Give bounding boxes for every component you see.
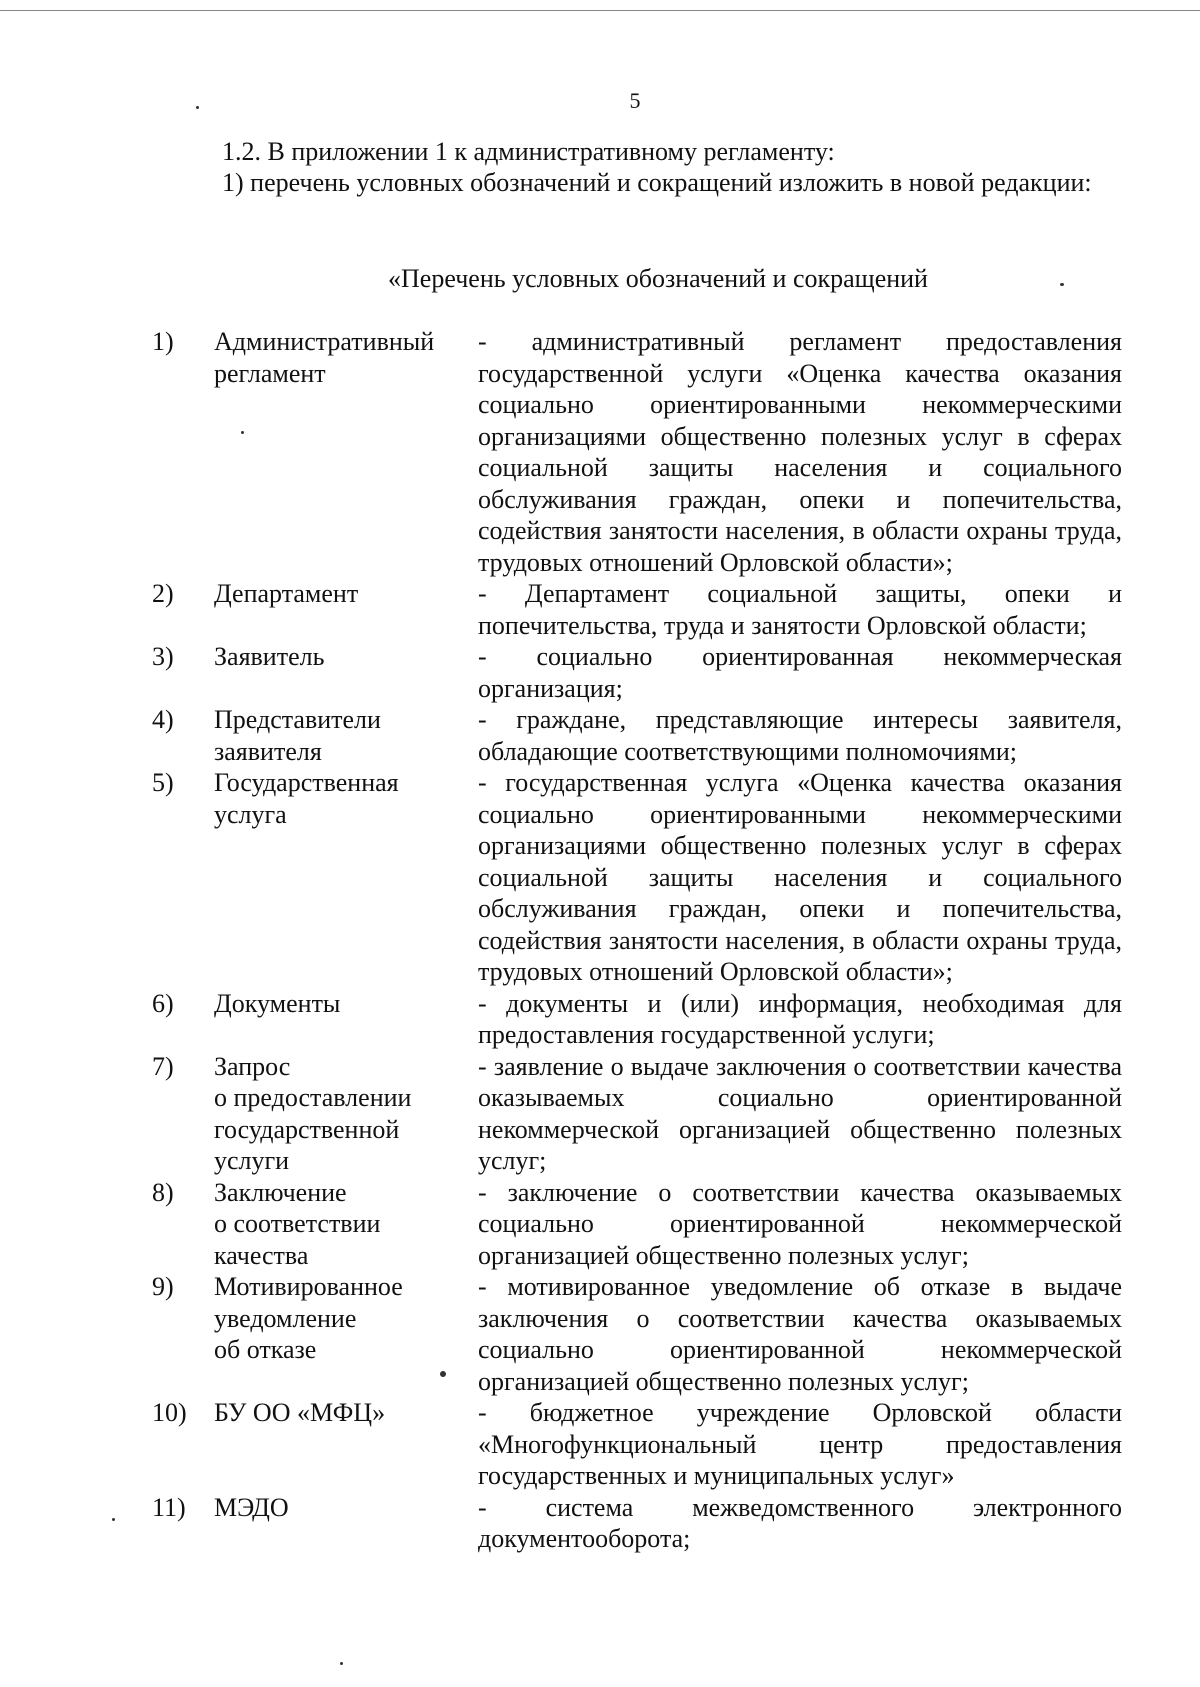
item-definition: - заявление о выдаче заключения о соответствии качества оказываемых социально ориентированной некоммерческой организацией общественно полезных услуг; — [478, 1051, 1122, 1175]
item-number: 8) — [152, 1177, 174, 1207]
list-item — [152, 1271, 1122, 1397]
intro-instruction: 1) перечень условных обозначений и сокращений изложить в новой редакции: — [222, 168, 1092, 197]
item-term: Государственная услуга — [214, 768, 399, 829]
item-number: 2) — [152, 579, 174, 608]
item-number: 3) — [152, 642, 174, 671]
item-number: 11) — [152, 1492, 186, 1522]
item-definition: - граждане, представляющие интересы заявителя, обладающие соответствующими полномочиями; — [478, 705, 1122, 766]
item-term: Представители заявителя — [214, 705, 381, 766]
list-item — [152, 704, 1122, 767]
item-definition: - заключение о соответствии качества оказываемых социально ориентированной некоммерческой организацией общественно полезных услуг; — [478, 1177, 1122, 1270]
intro-clause: 1.2. В приложении 1 к административному регламенту: — [222, 137, 835, 166]
item-term: МЭДО — [214, 1492, 289, 1522]
list-item — [152, 1177, 1122, 1272]
list-item — [152, 988, 1122, 1051]
abbreviations-list — [152, 326, 1122, 1555]
scan-speck — [112, 1518, 115, 1521]
page-number: 5 — [629, 88, 641, 113]
item-definition: - система межведомственного электронного документооборота; — [478, 1492, 1122, 1553]
item-definition: - Департамент социальной защиты, опеки и попечительства, труда и занятости Орловской области; — [478, 579, 1122, 640]
item-definition: - государственная услуга «Оценка качества оказания социально ориентированными некоммерческими организациями общественно полезных услуг в сферах социальной защиты населения и социального обслуживания граждан, опеки и попечительства, содействия занятости населения, в области охраны труда, трудовых отношений Орловской области»; — [478, 768, 1122, 986]
item-term: Заключение о соответствии качества — [214, 1177, 381, 1270]
item-number: 5) — [152, 768, 174, 797]
item-definition: - бюджетное учреждение Орловской области «Многофункциональный центр предоставления государственных и муниципальных услуг» — [478, 1398, 1122, 1490]
list-item — [152, 767, 1122, 988]
item-term: Заявитель — [214, 642, 325, 671]
item-number: 1) — [152, 327, 174, 356]
list-item — [152, 641, 1122, 704]
item-definition: - мотивированное уведомление об отказе в выдаче заключения о соответствии качества оказываемых социально ориентированной некоммерческой организацией общественно полезных услуг; — [478, 1272, 1122, 1396]
item-term: Документы — [214, 988, 341, 1018]
list-item — [152, 578, 1122, 641]
item-term: Департамент — [214, 579, 359, 608]
item-definition: - административный регламент предоставления государственной услуги «Оценка качества оказания социально ориентированными некоммерческими организациями общественно полезных услуг в сферах социальной защиты населения и социального обслуживания граждан, опеки и попечительства, содействия занятости населения, в области охраны труда, трудовых отношений Орловской области»; — [478, 327, 1122, 577]
list-item — [152, 1051, 1122, 1177]
scan-speck — [340, 1662, 343, 1665]
list-title: «Перечень условных обозначений и сокращений — [388, 264, 928, 293]
item-number: 4) — [152, 705, 174, 734]
item-definition: - документы и (или) информация, необходимая для предоставления государственной услуги; — [478, 988, 1122, 1049]
item-term: Мотивированное уведомление об отказе — [214, 1272, 403, 1364]
scan-top-edge — [0, 10, 1200, 11]
item-term: БУ ОО «МФЦ» — [214, 1398, 386, 1427]
list-item — [152, 326, 1122, 578]
item-number: 10) — [152, 1398, 187, 1427]
list-item — [152, 1397, 1122, 1492]
scan-speck — [1060, 283, 1064, 286]
item-definition: - социально ориентированная некоммерческая организация; — [478, 642, 1122, 703]
list-item — [152, 1492, 1122, 1555]
item-number: 7) — [152, 1051, 174, 1081]
item-term: Административный регламент — [214, 327, 435, 388]
item-term: Запрос о предоставлении государственной услуги — [214, 1051, 412, 1175]
item-number: 9) — [152, 1272, 174, 1301]
item-number: 6) — [152, 988, 174, 1018]
